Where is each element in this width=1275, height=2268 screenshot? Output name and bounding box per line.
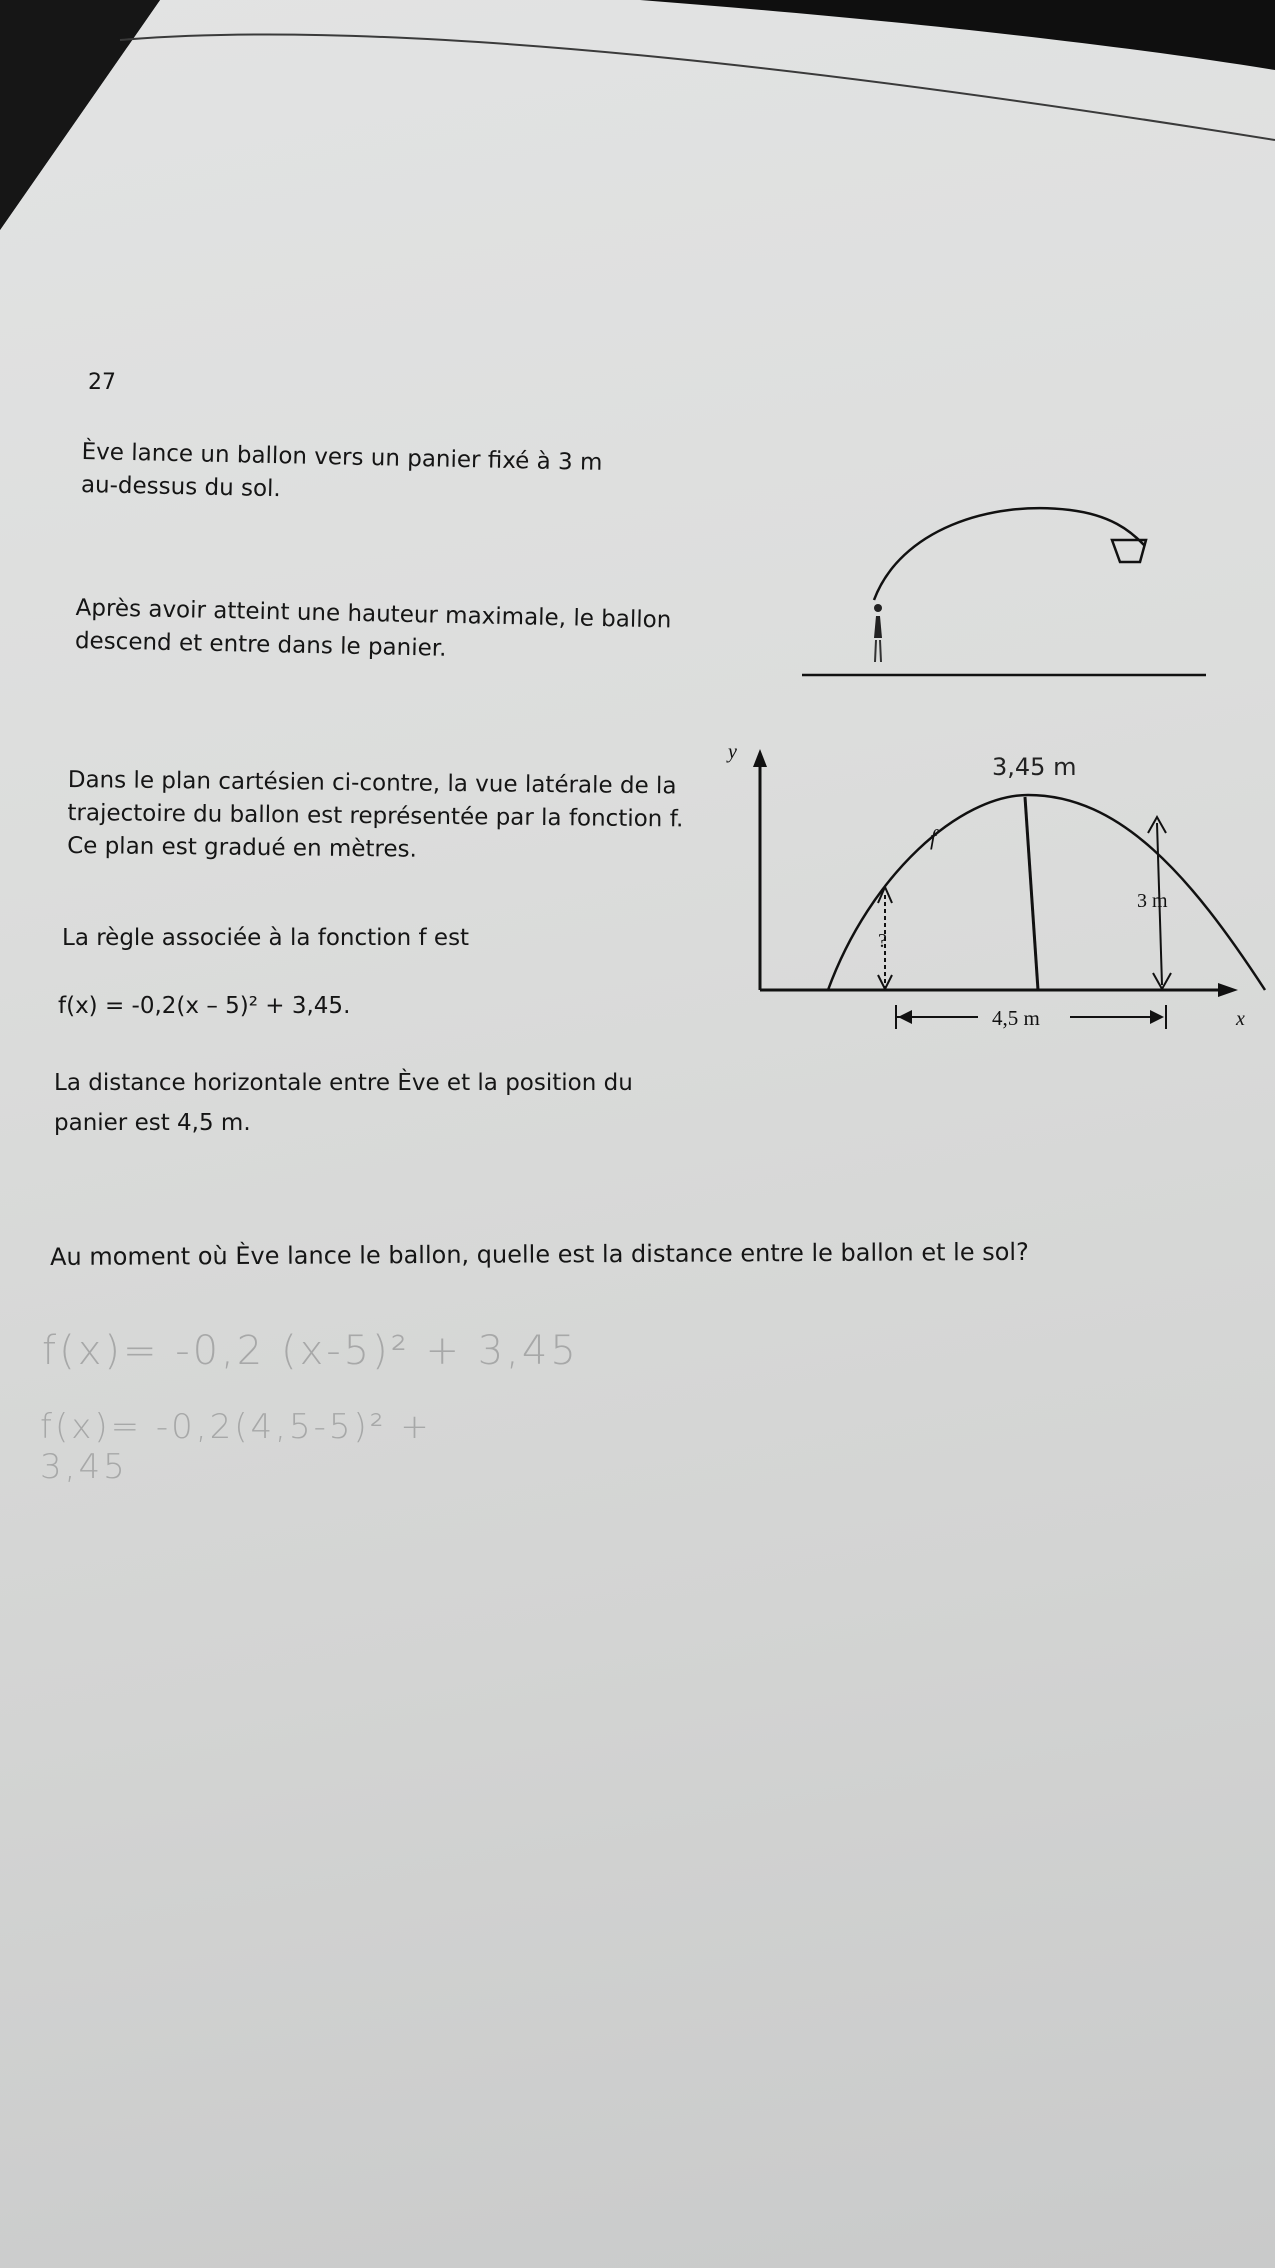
handwritten-line-1: f(x)= -0,2 (x-5)² + 3,45: [42, 1328, 579, 1374]
curve-label: f: [930, 825, 937, 850]
intro-paragraph: Ève lance un ballon vers un panier fixé à 3 m au-dessus du sol.: [80, 438, 603, 503]
distance-label: 4,5 m: [992, 1006, 1040, 1030]
x-axis-arrow: [1218, 983, 1238, 997]
max-height-line: [1025, 797, 1038, 990]
cartesian-graph: [720, 735, 1275, 1060]
y-axis-arrow: [753, 749, 767, 767]
function-rule: f(x) = -0,2(x – 5)² + 3,45.: [58, 993, 351, 1019]
question: Au moment où Ève lance le ballon, quelle est la distance entre le ballon et le sol?: [50, 1237, 1029, 1271]
cartesian-paragraph: Dans le plan cartésien ci-contre, la vue latérale de la trajectoire du ballon est représentée par la fonction f. Ce plan est gradué en mètres.: [67, 766, 684, 863]
trajectory-arc: [874, 508, 1145, 600]
distance-paragraph: La distance horizontale entre Ève et la position du panier est 4,5 m.: [54, 1070, 633, 1136]
x-axis-label: x: [1236, 1008, 1245, 1030]
unknown-height-label: ?: [878, 930, 887, 952]
problem-number: 27: [88, 370, 116, 395]
trajectory-illustration: [790, 490, 1220, 710]
person-icon: [874, 604, 882, 662]
rule-intro: La règle associée à la fonction f est: [62, 925, 470, 951]
trajectory-paragraph: Après avoir atteint une hauteur maximale, le ballon descend et entre dans le panier.: [74, 594, 672, 662]
handwritten-max-label: 3,45 m: [992, 753, 1077, 781]
function-curve: [828, 795, 1265, 990]
handwritten-line-2: f(x)= -0,2(4,5-5)² + 3,45: [40, 1407, 432, 1487]
basket-height-label: 3 m: [1137, 890, 1168, 912]
y-axis-label: y: [728, 741, 737, 763]
